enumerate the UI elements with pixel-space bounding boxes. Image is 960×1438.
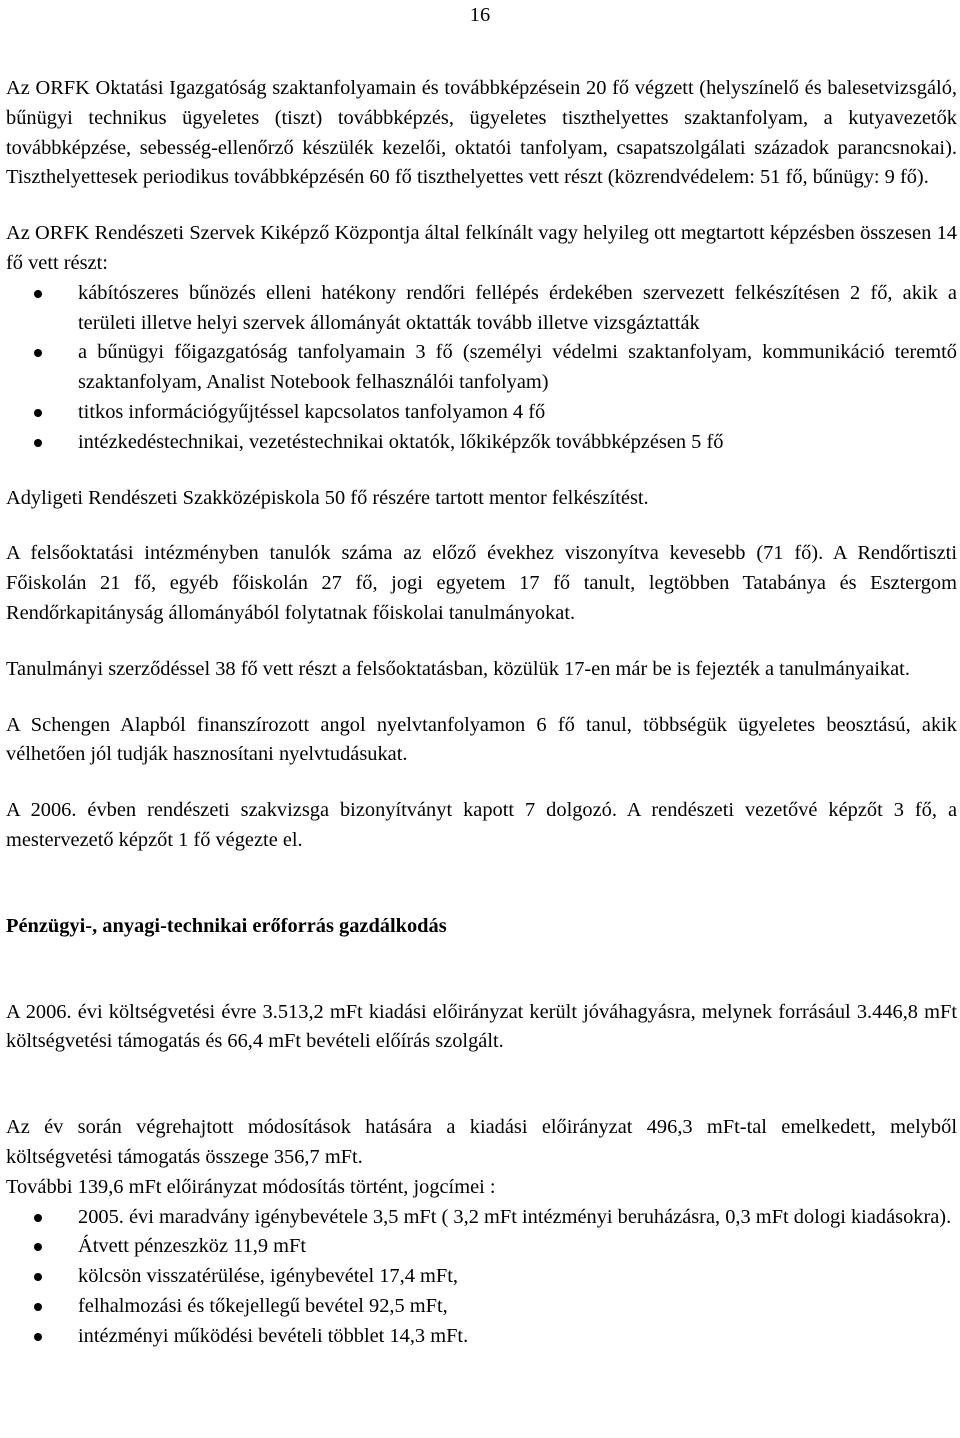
training-list	[6, 279, 957, 458]
list-item: a bűnügyi főigazgatóság tanfolyamain 3 fő (személyi védelmi szaktanfolyam, kommunikáció teremtő szaktanfolyam, Analist Notebook felhasználói tanfolyam)	[6, 338, 957, 398]
section-heading: Pénzügyi-, anyagi-technikai erőforrás gazdálkodás	[6, 914, 447, 937]
list-item: intézkedéstechnikai, vezetéstechnikai oktatók, lőkiképzők továbbképzésen 5 fő	[6, 428, 957, 458]
bullet-icon	[34, 1273, 42, 1281]
paragraph-training-center: Az ORFK Rendészeti Szervek Kiképző Központja által felkínált vagy helyileg ott megtartott képzésben összesen 14 fő vett részt:	[6, 222, 957, 274]
list-item: kábítószeres bűnözés elleni hatékony rendőri fellépés érdekében szervezett felkészítésen 2 fő, akik a területi illetve helyi szervek állományát oktatták tovább illetve vizsgáztatták	[6, 279, 957, 339]
bullet-icon	[34, 1243, 42, 1251]
paragraph-modifications: Az év során végrehajtott módosítások hatására a kiadási előirányzat 496,3 mFt-tal emelkedett, melyből költségvetési támogatás összege 356,7 mFt.	[6, 1116, 957, 1168]
bullet-icon	[34, 1214, 42, 1222]
bullet-icon	[34, 439, 42, 447]
bullet-icon	[34, 349, 42, 357]
paragraph-higher-education: A felsőoktatási intézményben tanulók száma az előző évekhez viszonyítva kevesebb (71 fő). A Rendőrtiszti Főiskolán 21 fő, egyéb főiskolán 27 fő, jogi egyetem 17 fő tanult, legtöbben Tatabánya és Esztergom Rendőrkapitányság állományából folytatnak főiskolai tanulmányokat.	[6, 542, 957, 624]
paragraph-orfk-training: Az ORFK Oktatási Igazgatóság szaktanfolyamain és továbbképzésein 20 fő végzett (helyszínelő és balesetvizsgáló, bűnügyi technikus ügyeletes (tiszt) továbbképzés, ügyeletes tiszthelyettes szaktanfolyam, a kutyavezetők továbbképzése, sebesség-ellenőrző készülék kezelői, oktatói tanfolyam, csapatszolgálati századok parancsnokai). Tiszthelyettesek periodikus továbbképzésén 60 fő tiszthelyettes vett részt (közrendvédelem: 51 fő, bűnügy: 9 fő).	[6, 77, 957, 189]
paragraph-further-modifications: További 139,6 mFt előirányzat módosítás történt, jogcímei :	[6, 1175, 496, 1198]
bullet-icon	[34, 1333, 42, 1341]
bullet-icon	[34, 1303, 42, 1311]
bullet-icon	[34, 290, 42, 298]
paragraph-exam: A 2006. évben rendészeti szakvizsga bizonyítványt kapott 7 dolgozó. A rendészeti vezetővé képzőt 3 fő, a mestervezető képzőt 1 fő végezte el.	[6, 799, 957, 851]
paragraph-budget: A 2006. évi költségvetési évre 3.513,2 mFt kiadási előirányzat került jóváhagyásra, melynek forrásául 3.446,8 mFt költségvetési támogatás és 66,4 mFt bevételi előírás szolgált.	[6, 1000, 957, 1053]
list-item: titkos információgyűjtéssel kapcsolatos tanfolyamon 4 fő	[6, 398, 957, 428]
list-item: 2005. évi maradvány igénybevétele 3,5 mFt ( 3,2 mFt intézményi beruházásra, 0,3 mFt dologi kiadásokra).	[6, 1203, 957, 1233]
list-item: intézményi működési bevételi többlet 14,3 mFt.	[6, 1322, 957, 1352]
list-item: kölcsön visszatérülése, igénybevétel 17,4 mFt,	[6, 1262, 957, 1292]
paragraph-adyliget: Adyligeti Rendészeti Szakközépiskola 50 fő részére tartott mentor felkészítést.	[6, 486, 649, 509]
document-body	[6, 74, 957, 1352]
page-number: 16	[469, 4, 491, 26]
list-item: Átvett pénzeszköz 11,9 mFt	[6, 1232, 957, 1262]
budget-list	[6, 1203, 957, 1352]
list-item: felhalmozási és tőkejellegű bevétel 92,5 mFt,	[6, 1292, 957, 1322]
paragraph-study-contract: Tanulmányi szerződéssel 38 fő vett részt a felsőoktatásban, közülük 17-en már be is fejezték a tanulmányaikat.	[6, 657, 910, 680]
bullet-icon	[34, 409, 42, 417]
paragraph-schengen: A Schengen Alapból finanszírozott angol nyelvtanfolyamon 6 fő tanul, többségük ügyeletes beosztású, akik vélhetően jól tudják hasznosítani nyelvtudásukat.	[6, 713, 957, 766]
